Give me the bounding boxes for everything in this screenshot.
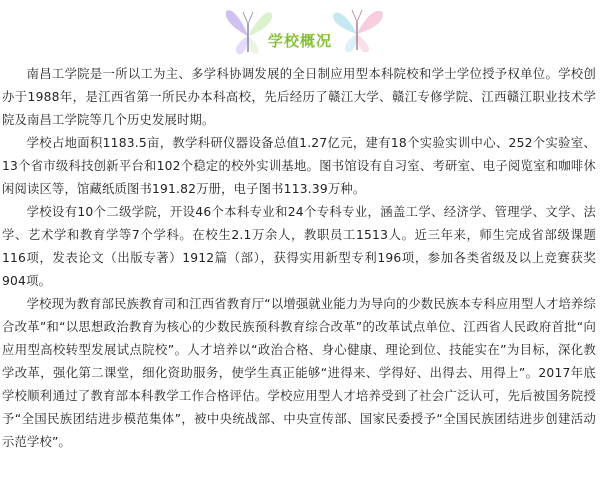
header <box>0 0 600 66</box>
paragraph-achievements: 学校现为教育部民族教育司和江西省教育厅“以增强就业能力为导向的少数民族本专科应用型人才培养综合改革”和“以思想政治教育为核心的少数民族预科教育综合改革”的改革试点单位、江西省人民政府首批“向应用型高校转型发展试点院校”。人才培养以“政治合格、身心健康、理论到位、技能实在”为目标，深化教学改革，强化第二课堂，细化资助服务，使学生真正能够“进得来、学得好、出得去、用得上”。2017年底学校顺利通过了教育部本科教学工作合格评估。学校应用型人才培养受到了社会广泛认可，先后被国务院授予“全国民族团结进步模范集体”，被中央统战部、中央宣传部、国家民委授予“全国民族团结进步创建活动示范学校”。 <box>2 297 596 449</box>
page-title: 学校概况 <box>267 32 332 50</box>
butterfly-icon <box>327 2 387 62</box>
paragraph-colleges: 学校设有10个二级学院，开设46个本科专业和24个专科专业，涵盖工学、经济学、管理学、文学、法学、艺术学和教育学等7个学科。在校生2.1万余人，教职员工1513人。近三年来，师生完成省部级课题116项，发表论文（出版专著）1912篇（部），获得实用新型专利196项，参加各类省级及以上竞赛获奖904项。 <box>2 205 596 288</box>
paragraph-facilities: 学校占地面积1183.5亩，教学科研仪器设备总值1.27亿元，建有18个实验实训中心、252个实验室、13个省市级科技创新平台和102个稳定的校外实训基地。图书馆设有自习室、考研室、电子阅览室和咖啡休闲阅读区等，馆藏纸质图书191.82万册，电子图书113.39万种。 <box>2 136 596 196</box>
content-body <box>2 63 596 454</box>
paragraph-intro: 南昌工学院是一所以工为主、多学科协调发展的全日制应用型本科院校和学士学位授予权单位。学校创办于1988年，是江西省第一所民办本科高校，先后经历了赣江大学、赣江专修学院、江西赣江职业技术学院及南昌工学院等几个历史发展时期。 <box>2 67 596 127</box>
